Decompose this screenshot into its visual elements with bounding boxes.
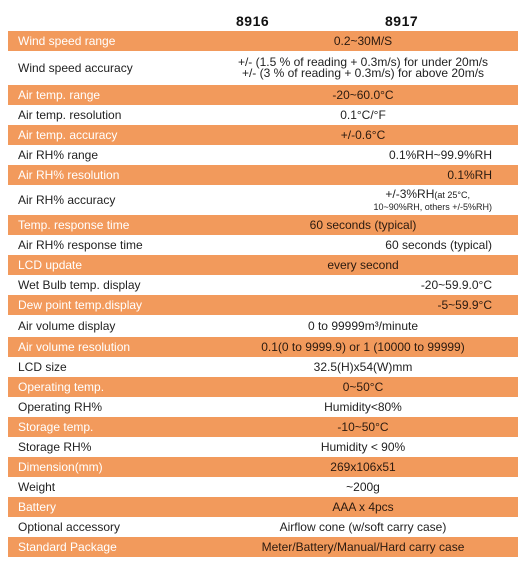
row-label: Air volume display	[8, 315, 208, 337]
row-label: Battery	[8, 497, 208, 517]
row-label: Storage temp.	[8, 417, 208, 437]
table-row	[8, 145, 518, 165]
row-label: Dimension(mm)	[8, 457, 208, 477]
row-value: Humidity < 90%	[208, 437, 518, 457]
row-value: ~200g	[208, 477, 518, 497]
row-value: -20~59.9.0°C	[208, 275, 518, 295]
row-label: Operating temp.	[8, 377, 208, 397]
row-label: Operating RH%	[8, 397, 208, 417]
table-row	[8, 337, 518, 357]
table-row	[8, 215, 518, 235]
row-label: Air temp. resolution	[8, 105, 208, 125]
row-label: Storage RH%	[8, 437, 208, 457]
table-row	[8, 235, 518, 255]
table-row	[8, 517, 518, 537]
row-label: LCD size	[8, 357, 208, 377]
row-label: Weight	[8, 477, 208, 497]
row-value: every second	[208, 255, 518, 275]
row-value: 0.1%RH	[208, 165, 518, 185]
table-row	[8, 377, 518, 397]
row-value: -10~50°C	[208, 417, 518, 437]
table-row	[8, 165, 518, 185]
table-row	[8, 275, 518, 295]
row-value: -5~59.9°C	[208, 295, 518, 315]
table-row	[8, 125, 518, 145]
row-value: 0.2~30M/S	[208, 31, 518, 51]
row-label: Temp. response time	[8, 215, 208, 235]
row-label: Air RH% accuracy	[8, 185, 208, 215]
row-value: AAA x 4pcs	[208, 497, 518, 517]
row-label: Air temp. range	[8, 85, 208, 105]
row-value-line2: 10~90%RH, others +/-5%RH)	[373, 201, 492, 212]
row-value: Airflow cone (w/soft carry case)	[208, 517, 518, 537]
row-label: LCD update	[8, 255, 208, 275]
row-value-line1: +/-3%RH	[385, 186, 435, 201]
table-row	[8, 417, 518, 437]
table-row	[8, 255, 518, 275]
row-label: Wind speed accuracy	[8, 51, 208, 85]
model-8916-header: 8916	[236, 13, 270, 29]
row-label: Air RH% range	[8, 145, 208, 165]
row-label: Wind speed range	[8, 31, 208, 51]
row-value: -20~60.0°C	[208, 85, 518, 105]
row-value: 0~50°C	[208, 377, 518, 397]
table-row	[8, 457, 518, 477]
table-row	[8, 51, 518, 85]
table-row	[8, 537, 518, 557]
row-value	[208, 185, 518, 215]
row-label: Air RH% resolution	[8, 165, 208, 185]
row-value: 32.5(H)x54(W)mm	[208, 357, 518, 377]
table-row	[8, 397, 518, 417]
table-row	[8, 31, 518, 51]
row-value: Humidity<80%	[208, 397, 518, 417]
table-row	[8, 497, 518, 517]
row-value: Meter/Battery/Manual/Hard carry case	[208, 537, 518, 557]
model-8917-header: 8917	[385, 13, 419, 29]
row-value: 60 seconds (typical)	[208, 235, 518, 255]
row-label: Air volume resolution	[8, 337, 208, 357]
table-row	[8, 477, 518, 497]
table-row	[8, 357, 518, 377]
row-value: 60 seconds (typical)	[208, 215, 518, 235]
table-row	[8, 437, 518, 457]
table-row	[8, 315, 518, 337]
row-label: Standard Package	[8, 537, 208, 557]
row-label: Dew point temp.display	[8, 295, 208, 315]
row-label: Optional accessory	[8, 517, 208, 537]
row-value: 0.1%RH~99.9%RH	[208, 145, 518, 165]
table-row	[8, 85, 518, 105]
spec-table	[8, 31, 518, 557]
row-value	[208, 51, 518, 85]
row-value: 0.1°C/°F	[208, 105, 518, 125]
row-value: 269x106x51	[208, 457, 518, 477]
table-row	[8, 295, 518, 315]
row-value: 0 to 99999m³/minute	[208, 315, 518, 337]
row-value: 0.1(0 to 9999.9) or 1 (10000 to 99999)	[208, 337, 518, 357]
row-value-line2: +/- (3 % of reading + 0.3m/s) for above 20m/s	[241, 66, 485, 80]
row-value: +/-0.6°C	[208, 125, 518, 145]
table-row	[8, 185, 518, 215]
row-label: Air RH% response time	[8, 235, 208, 255]
row-label: Air temp. accuracy	[8, 125, 208, 145]
row-value-note: (at 25°C,	[434, 189, 470, 200]
row-label: Wet Bulb temp. display	[8, 275, 208, 295]
table-row	[8, 105, 518, 125]
row-value-line1: +/- (1.5 % of reading + 0.3m/s) for under 20m/s	[237, 55, 489, 69]
